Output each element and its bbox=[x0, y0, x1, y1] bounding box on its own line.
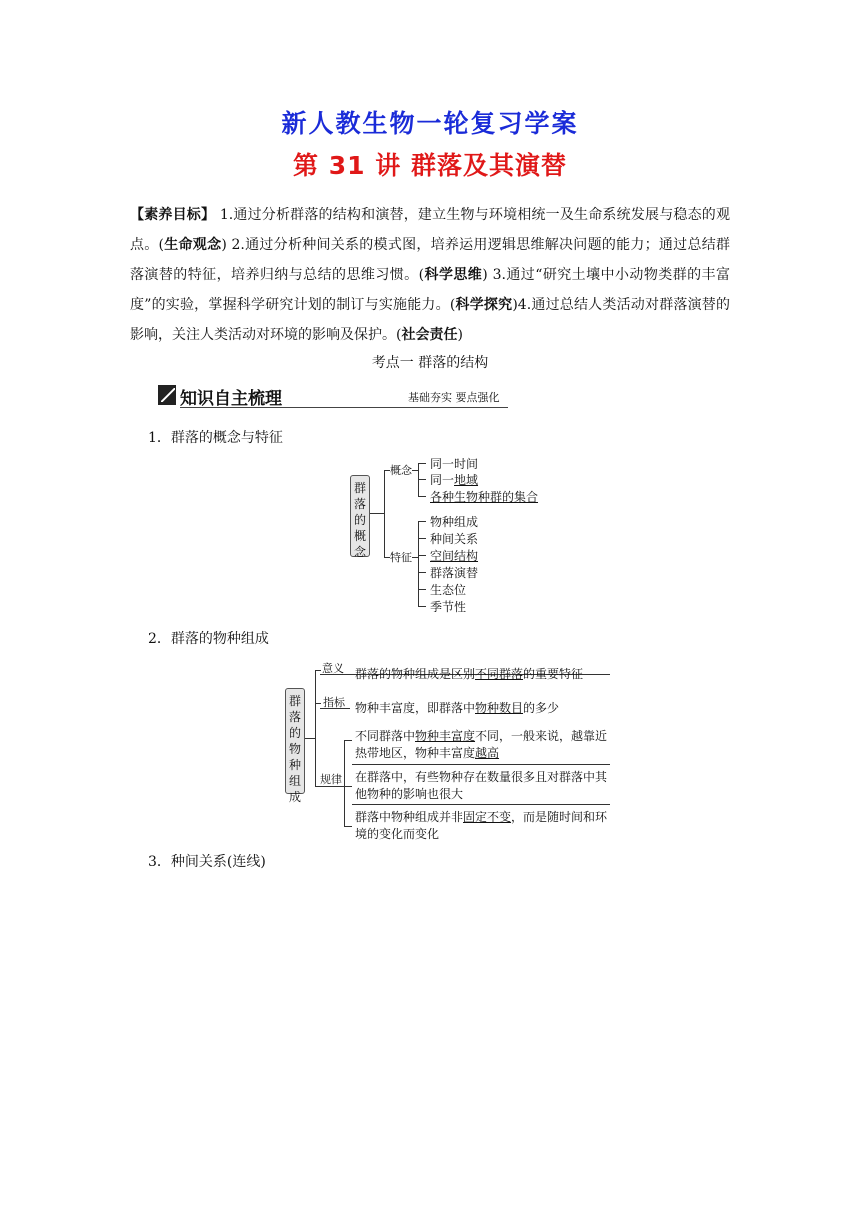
section-heading: 2．群落的物种组成 bbox=[148, 631, 269, 647]
connector bbox=[370, 513, 384, 514]
connector bbox=[344, 740, 352, 741]
concept-item: 各种生物种群的集合 bbox=[430, 490, 539, 504]
text-part: 的重要特征 bbox=[523, 667, 584, 681]
text-part: 群落的物种组成是区别 bbox=[355, 667, 476, 681]
connector bbox=[305, 738, 315, 739]
objective-tag: 科学探究 bbox=[455, 297, 513, 313]
diagram-root-box bbox=[285, 688, 305, 804]
objective-tag: 科学思维 bbox=[424, 267, 483, 283]
concept-item: 同一时间 bbox=[430, 457, 479, 471]
concept-text: 同一 bbox=[430, 473, 455, 487]
connector bbox=[418, 572, 426, 573]
objectives-label: 【素养目标】 bbox=[130, 207, 216, 223]
feature-item: 群落演替 bbox=[430, 566, 479, 580]
diagram-root-box bbox=[350, 475, 370, 557]
objective-text: ) 2.通过分析种间关系的模式图，培养运用逻辑思维解决问题的能力；通过总结群落演替的特征，培养归纳与总结的思维习惯。( bbox=[130, 237, 730, 283]
rule-item: 在群落中，有些物种存在数量很多且对群落中其他物种的影响也很大 bbox=[355, 770, 608, 801]
text-part: ，而是随时间和环境的变化而变化 bbox=[355, 810, 608, 841]
rule-item bbox=[355, 809, 613, 843]
banner-title: 知识自主梳理 bbox=[180, 389, 282, 409]
section-heading: 3．种间关系(连线) bbox=[148, 854, 266, 870]
meaning-text bbox=[355, 665, 583, 682]
section-banner bbox=[158, 384, 508, 408]
connector bbox=[352, 804, 610, 805]
connector bbox=[315, 670, 316, 786]
text-underlined: 物种丰富度 bbox=[415, 729, 476, 743]
doc-title: 新人教生物一轮复习学案 bbox=[281, 109, 579, 138]
text-underlined: 固定不变 bbox=[463, 810, 512, 824]
branch-label: 指标 bbox=[323, 696, 345, 709]
indicator-text bbox=[355, 699, 559, 716]
section-heading: 1．群落的概念与特征 bbox=[148, 430, 283, 446]
connector bbox=[344, 740, 345, 826]
branch-label: 意义 bbox=[322, 662, 344, 675]
connector bbox=[320, 708, 350, 709]
connector bbox=[352, 764, 610, 765]
connector bbox=[418, 479, 426, 480]
connector bbox=[384, 470, 385, 557]
text-underlined: 物种数目 bbox=[475, 701, 524, 715]
objectives-paragraph bbox=[130, 200, 730, 350]
kaodian-heading: 考点一 群落的结构 bbox=[371, 355, 489, 371]
connector bbox=[418, 521, 419, 607]
connector bbox=[344, 786, 352, 787]
diagram-root-label: 群落的物种组成 bbox=[288, 694, 301, 804]
text-part: 群落中物种组成并非 bbox=[355, 810, 464, 824]
text-part: 的多少 bbox=[523, 701, 560, 715]
objective-text: ) bbox=[457, 327, 463, 343]
banner-icon bbox=[158, 385, 176, 405]
concept-underlined: 地域 bbox=[454, 473, 479, 487]
feature-item: 季节性 bbox=[430, 600, 467, 614]
lecture-title: 第 31 讲 群落及其演替 bbox=[293, 151, 567, 180]
objective-text: 1.通过分析群落的结构和演替，建立生物与环境相统一及生命系统发展与稳态的观点。( bbox=[130, 207, 730, 253]
connector bbox=[418, 555, 426, 556]
connector bbox=[315, 703, 321, 704]
concept-item bbox=[430, 471, 478, 488]
banner-subtitle: 基础夯实 要点强化 bbox=[408, 391, 500, 404]
connector bbox=[418, 521, 426, 522]
connector bbox=[418, 463, 426, 464]
feature-item: 生态位 bbox=[430, 583, 467, 597]
connector bbox=[412, 470, 418, 471]
objective-tag: 社会责任 bbox=[401, 327, 458, 343]
text-part: 不同，一般来说，越靠近热带地区，物种丰富度 bbox=[355, 729, 608, 760]
objective-tag: 生命观念 bbox=[164, 237, 222, 253]
connector bbox=[344, 826, 352, 827]
branch-label: 概念 bbox=[390, 464, 412, 477]
text-part: 物种丰富度，即群落中 bbox=[355, 701, 476, 715]
rule-item bbox=[355, 728, 610, 762]
diagram-root-label: 群落的概念 bbox=[353, 481, 366, 559]
text-underlined: 不同群落 bbox=[475, 667, 524, 681]
connector bbox=[418, 538, 426, 539]
feature-item: 物种组成 bbox=[430, 515, 479, 529]
objective-text: )4.通过总结人类活动对群落演替的影响，关注人类活动对环境的影响及保护。( bbox=[130, 297, 731, 343]
feature-item: 空间结构 bbox=[430, 549, 479, 563]
branch-label: 规律 bbox=[320, 773, 342, 786]
connector bbox=[315, 670, 321, 671]
connector bbox=[412, 557, 418, 558]
banner-rule bbox=[180, 407, 508, 408]
connector bbox=[418, 589, 426, 590]
objective-text: ) 3.通过“研究土壤中小动物类群的丰富度”的实验，掌握科学研究计划的制订与实施能力。( bbox=[130, 267, 730, 313]
feature-item: 种间关系 bbox=[430, 532, 479, 546]
connector bbox=[418, 606, 426, 607]
connector bbox=[320, 786, 344, 787]
text-underlined: 越高 bbox=[475, 746, 500, 760]
text-part: 不同群落中 bbox=[355, 729, 416, 743]
connector bbox=[418, 496, 426, 497]
branch-label: 特征 bbox=[390, 551, 412, 564]
